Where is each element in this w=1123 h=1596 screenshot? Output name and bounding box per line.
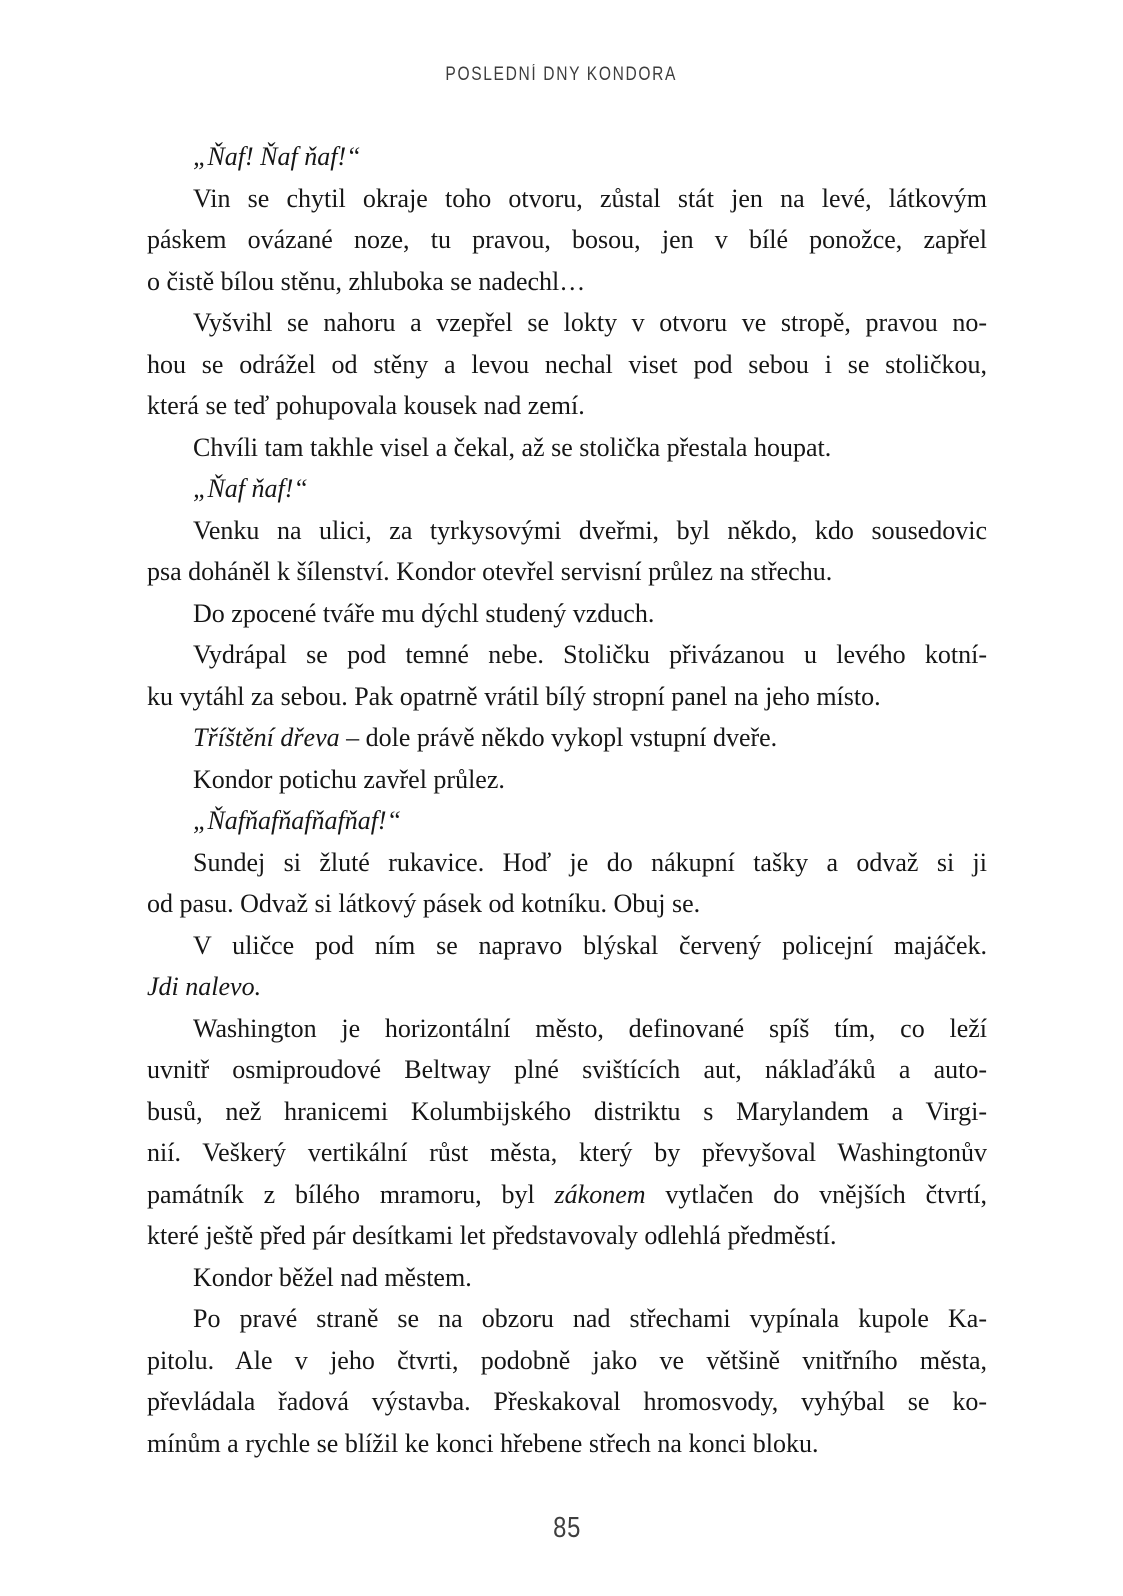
text-segment-italic: Tříštění dřeva bbox=[193, 723, 340, 752]
page-number bbox=[147, 1512, 987, 1545]
text-line bbox=[147, 883, 987, 925]
text-line bbox=[147, 1174, 987, 1216]
text-segment: V uličce pod ním se napravo blýskal červený policejní majáček. bbox=[193, 930, 987, 960]
page-number-text: 85 bbox=[552, 1512, 582, 1544]
text-segment: od pasu. Odvaž si látkový pásek od kotníku. Obuj se. bbox=[147, 889, 701, 918]
text-segment: ku vytáhl za sebou. Pak opatrně vrátil bílý stropní panel na jeho místo. bbox=[147, 681, 881, 711]
text-segment: převládala řadová výstavba. Přeskakoval hromosvody, vyhýbal se ko- bbox=[147, 1387, 987, 1416]
text-segment: která se teď pohupovala kousek nad zemí. bbox=[147, 391, 585, 420]
text-line bbox=[147, 261, 987, 303]
text-segment: Venku na ulici, za tyrkysovými dveřmi, byl někdo, kdo sousedovic bbox=[193, 515, 987, 545]
text-line bbox=[147, 966, 987, 1008]
running-header-text: POSLEDNÍ DNY KONDORA bbox=[445, 64, 678, 85]
text-segment: hou se odrážel od stěny a levou nechal viset pod sebou i se stoličkou, bbox=[147, 349, 987, 379]
text-line bbox=[147, 1381, 987, 1423]
text-line bbox=[147, 1340, 987, 1382]
text-segment-italic: Jdi nalevo. bbox=[147, 972, 262, 1001]
text-line bbox=[147, 925, 987, 967]
text-segment: Kondor běžel nad městem. bbox=[193, 1262, 472, 1292]
text-segment: uvnitř osmiproudové Beltway plné svištících aut, náklaďáků a auto- bbox=[147, 1055, 987, 1084]
text-segment: páskem ovázané noze, tu pravou, bosou, jen v bílé ponožce, zapřel bbox=[147, 225, 987, 254]
text-segment: – dole právě někdo vykopl vstupní dveře. bbox=[339, 723, 778, 752]
text-line bbox=[147, 1298, 987, 1340]
text-segment: které ještě před pár desítkami let představovaly odlehlá předměstí. bbox=[147, 1221, 837, 1250]
text-line bbox=[147, 136, 987, 178]
text-line bbox=[147, 1132, 987, 1174]
text-segment: busů, než hranicemi Kolumbijského distriktu s Marylandem a Virgi- bbox=[147, 1096, 987, 1126]
text-line bbox=[147, 1091, 987, 1133]
text-segment: Kondor potichu zavřel průlez. bbox=[193, 764, 505, 794]
text-line bbox=[147, 1423, 987, 1465]
text-line bbox=[147, 344, 987, 386]
text-line bbox=[147, 468, 987, 510]
text-segment: psa doháněl k šílenství. Kondor otevřel servisní průlez na střechu. bbox=[147, 557, 833, 586]
text-segment: Sundej si žluté rukavice. Hoď je do nákupní tašky a odvaž si ji bbox=[193, 847, 987, 877]
text-line bbox=[147, 302, 987, 344]
text-line bbox=[147, 717, 987, 759]
text-segment-italic: „Ňaf ňaf!“ bbox=[193, 474, 308, 503]
text-segment: Po pravé straně se na obzoru nad střechami vypínala kupole Ka- bbox=[193, 1304, 987, 1333]
text-segment-italic: „Ňaf! Ňaf ňaf!“ bbox=[193, 142, 361, 171]
running-header bbox=[0, 64, 1123, 86]
text-line bbox=[147, 1049, 987, 1091]
text-segment: Vyšvihl se nahoru a vzepřel se lokty v otvoru ve stropě, pravou no- bbox=[193, 308, 987, 337]
text-line bbox=[147, 385, 987, 427]
text-line bbox=[147, 219, 987, 261]
body-text bbox=[147, 136, 987, 1464]
text-line bbox=[147, 593, 987, 635]
text-segment-italic: zákonem bbox=[554, 1179, 646, 1209]
text-line bbox=[147, 634, 987, 676]
text-line bbox=[147, 1257, 987, 1299]
text-line bbox=[147, 178, 987, 220]
text-segment: mínům a rychle se blížil ke konci hřebene střech na konci bloku. bbox=[147, 1428, 819, 1458]
text-line bbox=[147, 676, 987, 718]
text-line bbox=[147, 551, 987, 593]
text-segment: nií. Veškerý vertikální růst města, který by převyšoval Washingtonův bbox=[147, 1138, 987, 1167]
text-segment-italic: „Ňafňafňafňafňaf!“ bbox=[193, 806, 402, 835]
text-line bbox=[147, 1008, 987, 1050]
text-segment: o čistě bílou stěnu, zhluboka se nadechl… bbox=[147, 266, 586, 296]
text-line bbox=[147, 759, 987, 801]
text-segment: Washington je horizontální město, definované spíš tím, co leží bbox=[193, 1013, 987, 1043]
text-segment: Do zpocené tváře mu dýchl studený vzduch. bbox=[193, 598, 655, 628]
text-segment: Vydrápal se pod temné nebe. Stoličku přivázanou u levého kotní- bbox=[193, 640, 987, 669]
text-segment: pitolu. Ale v jeho čtvrti, podobně jako ve většině vnitřního města, bbox=[147, 1345, 987, 1375]
text-line bbox=[147, 510, 987, 552]
text-line bbox=[147, 1215, 987, 1257]
text-line bbox=[147, 800, 987, 842]
text-segment: památník z bílého mramoru, byl bbox=[147, 1179, 555, 1209]
text-segment: vytlačen do vnějších čtvrtí, bbox=[645, 1179, 987, 1209]
text-line bbox=[147, 842, 987, 884]
text-segment: Vin se chytil okraje toho otvoru, zůstal stát jen na levé, látkovým bbox=[193, 183, 987, 213]
text-line bbox=[147, 427, 987, 469]
text-segment: Chvíli tam takhle visel a čekal, až se stolička přestala houpat. bbox=[193, 432, 832, 462]
